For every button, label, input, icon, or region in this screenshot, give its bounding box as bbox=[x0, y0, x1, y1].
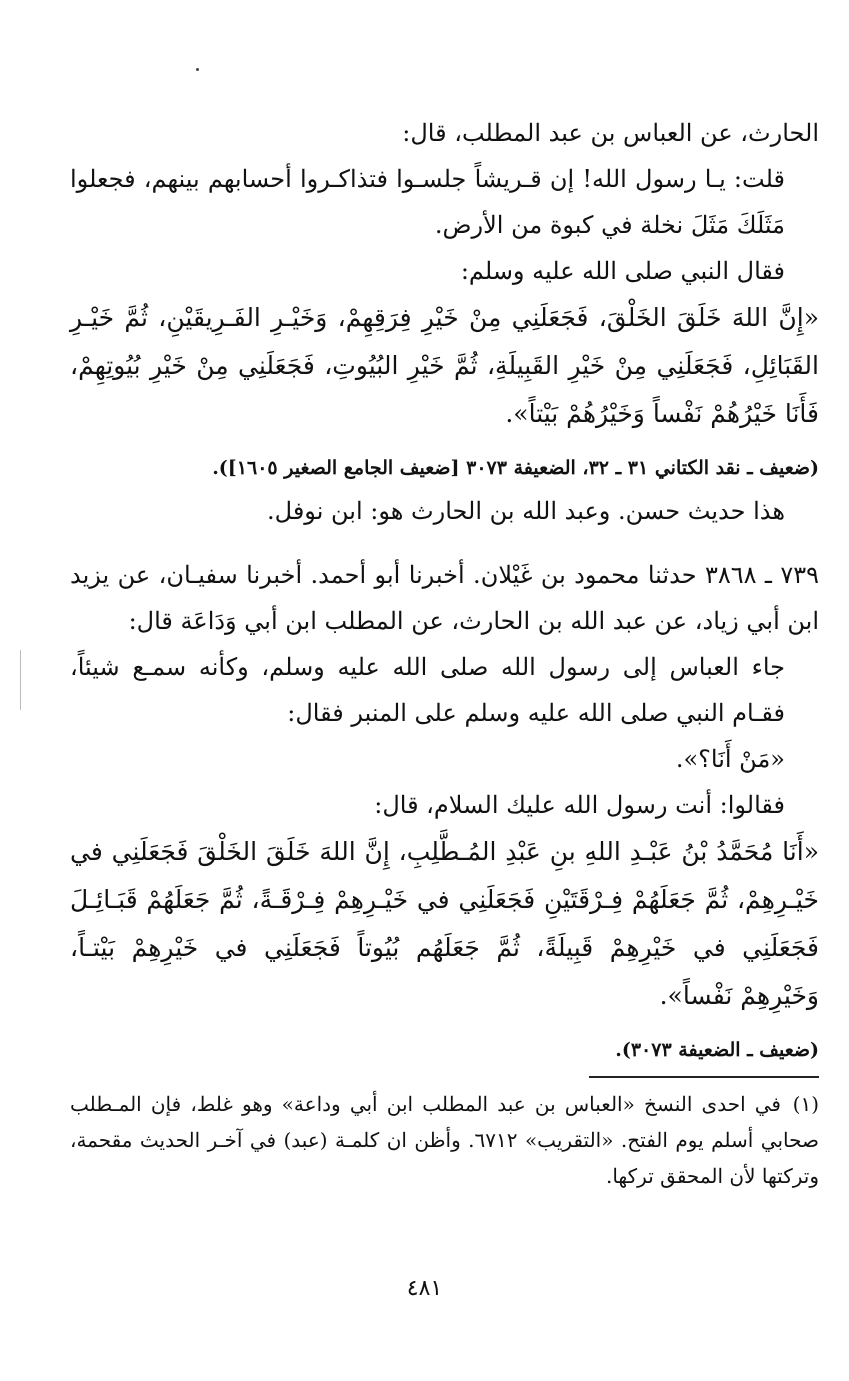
footnote-marker: (١) bbox=[792, 1092, 819, 1116]
hadith-739-question: «مَنْ أَنَا؟». bbox=[675, 745, 785, 773]
hadith-739-isnad: ٧٣٩ ـ ٣٨٦٨ حدثنا محمود بن غَيْلان. أخبرنا أبو أحمد. أخبرنا سفيـان، عن يزيد ابن أبي زياد، عن عبد الله بن الحارث، عن المطلب ابن أبي وَدَاعَة قال: bbox=[70, 561, 819, 635]
grading-reference-second: (ضعيف ـ الضعيفة ٣٠٧٣). bbox=[615, 1039, 819, 1061]
footnote bbox=[70, 1086, 819, 1194]
paragraph-abbas-statement: قلت: يـا رسول الله! إن قـريشاً جلسـوا فتذاكـروا أحسابهم بينهم، فجعلوا مَثَلَكَ مَثَلَ نخلة في كبوة من الأرض. bbox=[70, 165, 785, 239]
hadith-739-narrative: جاء العباس إلى رسول الله صلى الله عليه وسلم، وكأنه سمـع شيئاً، فقـام النبي صلى الله عليه وسلم على المنبر فقال: bbox=[70, 653, 785, 727]
paragraph-prophet-response-intro: فقال النبي صلى الله عليه وسلم: bbox=[460, 257, 785, 285]
footnote-separator bbox=[589, 1076, 819, 1078]
hadith-quote-second: «أَنَا مُحَمَّدُ بْنُ عَبْـدِ اللهِ بنِ عَبْدِ المُـطَّلِبِ، إِنَّ اللهَ خَلَقَ الخَلْقَ فَجَعَلَنِي في خَيْـرِهِمْ، ثُمَّ جَعَلَهُمْ فِـرْقَتَيْنِ فَجَعَلَنِي في خَيْـرِهِمْ فِـرْقَـةً، ثُمَّ جَعَلَهُمْ قَبَـائِـلَ فَجَعَلَنِي في خَيْرِهِمْ قَبِيلَةً، ثُمَّ جَعَلَهُم بُيُوتاً فَجَعَلَنِي في خَيْرِهِمْ بَيْتـاً، وَخَيْرِهِمْ نَفْساً». bbox=[70, 837, 819, 1010]
footnote-text: في احدى النسخ «العباس بن عبد المطلب ابن أبي وداعة» وهو غلط، فإن المـطلب صحابي أسلم يوم الفتح. «التقريب» ٦٧١٢. وأظن ان كلمـة (عبد) في آخـر الحديث مقحمة، وتركتها لأن المحقق تركها. bbox=[70, 1092, 819, 1188]
paragraph-narrator-chain-end: الحارث، عن العباس بن عبد المطلب، قال: bbox=[402, 119, 819, 147]
hadith-quote-first: «إِنَّ اللهَ خَلَقَ الخَلْقَ، فَجَعَلَنِي مِنْ خَيْرِ فِرَقِهِمْ، وَخَيْـرِ الفَـرِيقَيْنِ، ثُمَّ خَيْـرِ القَبَائِلِ، فَجَعَلَنِي مِنْ خَيْرِ القَبِيلَةِ، ثُمَّ خَيْرِ البُيُوتِ، فَجَعَلَنِي مِنْ خَيْرِ بُيُوتِهِمْ، فَأَنَا خَيْرُهُمْ نَفْساً وَخَيْرُهُمْ بَيْتاً». bbox=[70, 303, 819, 428]
page-number: ٤٨١ bbox=[406, 1276, 443, 1301]
scan-edge-mark bbox=[20, 650, 21, 710]
grading-reference-first: (ضعيف ـ نقد الكتاني ٣١ ـ ٣٢، الضعيفة ٣٠٧٣ [ضعيف الجامع الصغير ١٦٠٥]). bbox=[212, 457, 819, 479]
tirmidhi-comment: هذا حديث حسن. وعبد الله بن الحارث هو: ابن نوفل. bbox=[267, 497, 785, 525]
scan-speck bbox=[196, 68, 199, 71]
hadith-739-companions-reply: فقالوا: أنت رسول الله عليك السلام، قال: bbox=[374, 791, 785, 819]
